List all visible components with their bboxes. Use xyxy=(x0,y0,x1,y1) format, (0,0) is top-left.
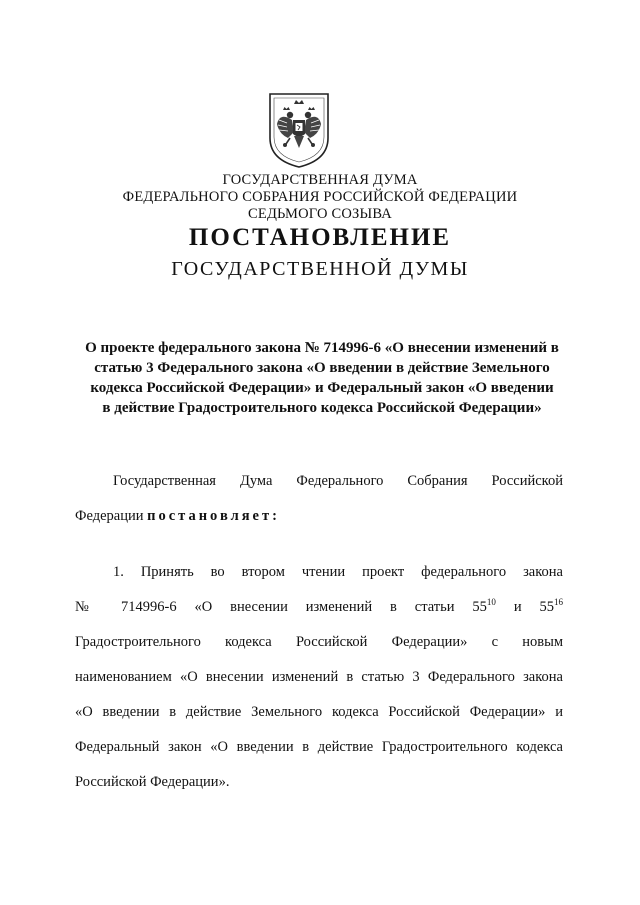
item-1-paragraph xyxy=(75,562,563,807)
item-text: № 714996-6 «О внесении изменений в статьи 55 xyxy=(75,599,487,615)
resolution-subject xyxy=(72,338,572,418)
resolves-word: постановляет: xyxy=(147,508,280,524)
preamble-line xyxy=(75,506,563,526)
item-line xyxy=(75,597,563,617)
document-title: ПОСТАНОВЛЕНИЕ xyxy=(188,224,452,251)
item-line: 1. Принять во втором чтении проект федерального закона xyxy=(113,564,563,580)
preamble-line: Государственная Дума Федерального Собрания Российской xyxy=(113,473,563,489)
item-line: «О введении в действие Земельного кодекса Российской Федерации» и xyxy=(75,704,563,720)
subject-line: О проекте федерального закона № 714996-6 «О внесении изменений в xyxy=(85,340,559,356)
subject-line: кодекса Российской Федерации» и Федеральный закон «О введении xyxy=(90,380,554,396)
coat-of-arms-emblem xyxy=(266,90,332,170)
subject-line: в действие Градостроительного кодекса Российской Федерации» xyxy=(102,400,542,416)
org-name-line1: ГОСУДАРСТВЕННАЯ ДУМА xyxy=(222,172,418,188)
item-line: Градостроительного кодекса Российской Федерации» с новым xyxy=(75,634,563,650)
preamble-text: Федерации xyxy=(75,508,148,524)
preamble-paragraph xyxy=(75,471,563,526)
item-line: Федеральный закон «О введении в действие Градостроительного кодекса xyxy=(75,739,563,755)
item-text: и 55 xyxy=(513,599,554,615)
document-subtitle: ГОСУДАРСТВЕННОЙ ДУМЫ xyxy=(171,258,469,280)
org-name-line2: ФЕДЕРАЛЬНОГО СОБРАНИЯ РОССИЙСКОЙ ФЕДЕРАЦИИ xyxy=(122,189,518,205)
superscript: 10 xyxy=(486,597,496,608)
superscript: 16 xyxy=(554,597,563,608)
item-line: наименованием «О внесении изменений в статью 3 Федерального закона xyxy=(75,669,563,685)
item-line: Российской Федерации». xyxy=(75,774,230,790)
subject-line: статью 3 Федерального закона «О введении в действие Земельного xyxy=(94,360,550,376)
convocation-line: СЕДЬМОГО СОЗЫВА xyxy=(248,206,392,222)
